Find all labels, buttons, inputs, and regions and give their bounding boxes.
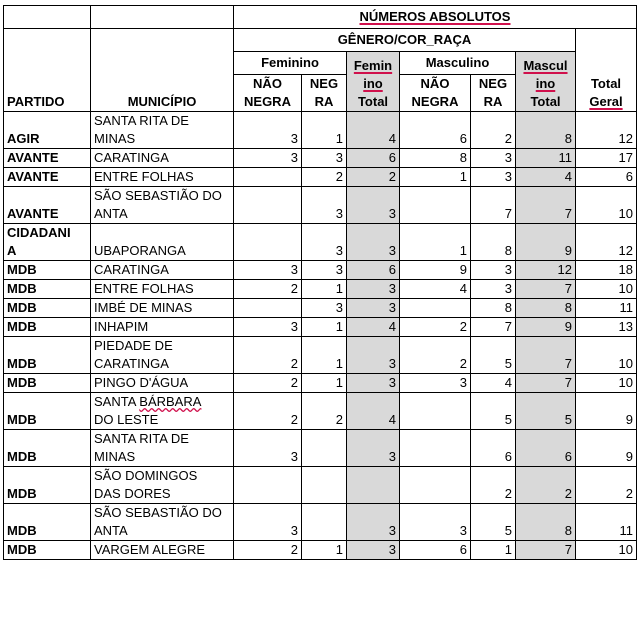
table-row [4,280,637,299]
value-cell-total: 12 [576,112,637,149]
table-row [4,318,637,337]
value-cell-f-n [302,430,347,467]
table-row [4,337,637,374]
table-row [4,430,637,467]
value-cell-f-t: 3 [347,224,400,261]
value-cell-f-n [302,504,347,541]
partido-cell: MDB [4,467,91,504]
value-cell-total: 2 [576,467,637,504]
value-cell-total: 11 [576,504,637,541]
value-cell-m-nn [400,187,471,224]
municipio-cell: PINGO D'ÁGUA [91,374,234,393]
partido-cell: AGIR [4,112,91,149]
value-cell-total: 6 [576,168,637,187]
municipio-cell: SÃO SEBASTIÃO DO ANTA [91,187,234,224]
value-cell-m-t: 7 [516,280,576,299]
value-cell-f-nn: 2 [234,393,302,430]
value-cell-f-t: 6 [347,149,400,168]
value-cell-f-t: 3 [347,187,400,224]
value-cell-total: 10 [576,187,637,224]
value-cell-total: 10 [576,374,637,393]
table-row [4,299,637,318]
value-cell-m-nn: 6 [400,112,471,149]
partido-cell: MDB [4,280,91,299]
partido-cell: MDB [4,541,91,560]
group-header: GÊNERO/COR_RAÇA [234,29,576,52]
municipio-cell: SÃO SEBASTIÃO DO ANTA [91,504,234,541]
municipio-cell: ENTRE FOLHAS [91,280,234,299]
value-cell-f-n: 1 [302,112,347,149]
value-cell-m-t: 9 [516,224,576,261]
value-cell-m-nn [400,430,471,467]
value-cell-f-nn: 2 [234,337,302,374]
value-cell-f-n: 1 [302,337,347,374]
value-cell-f-t: 4 [347,393,400,430]
value-cell-f-nn [234,299,302,318]
value-cell-m-n: 5 [471,393,516,430]
col-header-fem-negra: NEG RA [302,75,347,112]
value-cell-m-n: 2 [471,112,516,149]
table-row [4,168,637,187]
value-cell-m-n: 8 [471,299,516,318]
value-cell-f-n: 3 [302,224,347,261]
value-cell-f-nn: 3 [234,149,302,168]
value-cell-f-nn: 3 [234,261,302,280]
table-row [4,187,637,224]
table-row [4,261,637,280]
value-cell-f-nn: 3 [234,504,302,541]
partido-cell: MDB [4,374,91,393]
value-cell-m-t: 11 [516,149,576,168]
value-cell-m-n: 7 [471,318,516,337]
value-cell-m-nn: 2 [400,318,471,337]
value-cell-f-nn: 3 [234,430,302,467]
value-cell-f-n: 3 [302,187,347,224]
value-cell-f-n: 1 [302,374,347,393]
value-cell-total: 12 [576,224,637,261]
municipio-cell: SANTA RITA DE MINAS [91,112,234,149]
value-cell-total: 18 [576,261,637,280]
partido-cell: AVANTE [4,168,91,187]
value-cell-f-nn [234,467,302,504]
data-table [3,5,637,560]
value-cell-m-n: 5 [471,337,516,374]
table-title: NÚMEROS ABSOLUTOS [234,6,637,29]
partido-cell: CIDADANI A [4,224,91,261]
table-row [4,541,637,560]
partido-cell: MDB [4,299,91,318]
value-cell-m-t: 7 [516,337,576,374]
value-cell-total: 13 [576,318,637,337]
value-cell-m-nn: 3 [400,504,471,541]
value-cell-f-n: 1 [302,280,347,299]
value-cell-m-n: 1 [471,541,516,560]
col-header-fem-nao-negra: NÃO NEGRA [234,75,302,112]
value-cell-m-nn: 2 [400,337,471,374]
value-cell-f-nn: 2 [234,374,302,393]
value-cell-f-nn: 2 [234,541,302,560]
value-cell-f-nn: 3 [234,112,302,149]
value-cell-f-t: 3 [347,504,400,541]
table-row [4,224,637,261]
value-cell-f-n: 3 [302,149,347,168]
value-cell-m-t: 4 [516,168,576,187]
value-cell-m-n: 3 [471,261,516,280]
municipio-cell: IMBÉ DE MINAS [91,299,234,318]
value-cell-m-n: 7 [471,187,516,224]
value-cell-f-n: 1 [302,318,347,337]
value-cell-m-t: 8 [516,112,576,149]
col-header-fem-total: Femin ino Total [347,52,400,112]
value-cell-m-t: 6 [516,430,576,467]
municipio-cell: CARATINGA [91,261,234,280]
partido-cell: AVANTE [4,149,91,168]
value-cell-total: 9 [576,393,637,430]
municipio-cell: VARGEM ALEGRE [91,541,234,560]
value-cell-f-n: 1 [302,541,347,560]
table-row [4,374,637,393]
value-cell-m-t: 9 [516,318,576,337]
value-cell-f-n: 2 [302,168,347,187]
subheader-feminino: Feminino [234,52,347,75]
value-cell-f-nn [234,168,302,187]
value-cell-m-nn [400,299,471,318]
partido-cell: MDB [4,337,91,374]
value-cell-m-n: 6 [471,430,516,467]
value-cell-total: 17 [576,149,637,168]
value-cell-m-nn: 1 [400,168,471,187]
municipio-cell: SÃO DOMINGOS DAS DORES [91,467,234,504]
value-cell-m-t: 7 [516,187,576,224]
municipio-cell: UBAPORANGA [91,224,234,261]
value-cell-f-n: 2 [302,393,347,430]
value-cell-m-nn: 3 [400,374,471,393]
table-row [4,112,637,149]
blank-header-cell [91,6,234,29]
value-cell-total: 10 [576,337,637,374]
col-header-masc-negra: NEG RA [471,75,516,112]
partido-cell: MDB [4,393,91,430]
value-cell-m-nn [400,393,471,430]
municipio-cell: CARATINGA [91,149,234,168]
value-cell-f-t [347,467,400,504]
subheader-masculino: Masculino [400,52,516,75]
value-cell-m-t: 7 [516,541,576,560]
value-cell-m-n: 3 [471,149,516,168]
value-cell-m-t: 7 [516,374,576,393]
municipio-cell: ENTRE FOLHAS [91,168,234,187]
value-cell-m-nn [400,467,471,504]
value-cell-m-n: 5 [471,504,516,541]
value-cell-f-t: 4 [347,318,400,337]
col-header-total-geral: Total Geral [576,29,637,112]
table-row [4,504,637,541]
value-cell-f-n: 3 [302,261,347,280]
value-cell-total: 10 [576,541,637,560]
value-cell-f-nn: 3 [234,318,302,337]
value-cell-m-nn: 6 [400,541,471,560]
value-cell-f-nn: 2 [234,280,302,299]
value-cell-m-n: 4 [471,374,516,393]
table-row [4,393,637,430]
value-cell-total: 11 [576,299,637,318]
value-cell-f-t: 3 [347,374,400,393]
municipio-cell: SANTA RITA DE MINAS [91,430,234,467]
value-cell-f-nn [234,224,302,261]
col-header-masc-nao-negra: NÃO NEGRA [400,75,471,112]
partido-cell: MDB [4,318,91,337]
blank-header-cell [4,6,91,29]
table-row [4,467,637,504]
value-cell-m-t: 5 [516,393,576,430]
col-header-masc-total: Mascul ino Total [516,52,576,112]
value-cell-f-n: 3 [302,299,347,318]
value-cell-total: 10 [576,280,637,299]
table-row [4,149,637,168]
municipio-cell: SANTA BÁRBARA DO LESTE [91,393,234,430]
value-cell-m-nn: 4 [400,280,471,299]
value-cell-f-n [302,467,347,504]
value-cell-f-t: 3 [347,280,400,299]
value-cell-f-t: 3 [347,337,400,374]
value-cell-f-t: 3 [347,299,400,318]
municipio-cell: PIEDADE DE CARATINGA [91,337,234,374]
partido-cell: MDB [4,430,91,467]
value-cell-m-nn: 9 [400,261,471,280]
value-cell-m-n: 2 [471,467,516,504]
value-cell-m-nn: 8 [400,149,471,168]
value-cell-total: 9 [576,430,637,467]
value-cell-f-t: 3 [347,541,400,560]
partido-cell: AVANTE [4,187,91,224]
value-cell-m-t: 8 [516,504,576,541]
col-header-partido: PARTIDO [4,29,91,112]
value-cell-f-t: 2 [347,168,400,187]
value-cell-m-t: 2 [516,467,576,504]
municipio-cell: INHAPIM [91,318,234,337]
partido-cell: MDB [4,504,91,541]
value-cell-f-nn [234,187,302,224]
value-cell-m-t: 12 [516,261,576,280]
col-header-municipio: MUNICÍPIO [91,29,234,112]
value-cell-f-t: 3 [347,430,400,467]
value-cell-m-n: 3 [471,168,516,187]
value-cell-m-n: 8 [471,224,516,261]
partido-cell: MDB [4,261,91,280]
value-cell-m-t: 8 [516,299,576,318]
value-cell-f-t: 6 [347,261,400,280]
value-cell-m-n: 3 [471,280,516,299]
value-cell-m-nn: 1 [400,224,471,261]
value-cell-f-t: 4 [347,112,400,149]
